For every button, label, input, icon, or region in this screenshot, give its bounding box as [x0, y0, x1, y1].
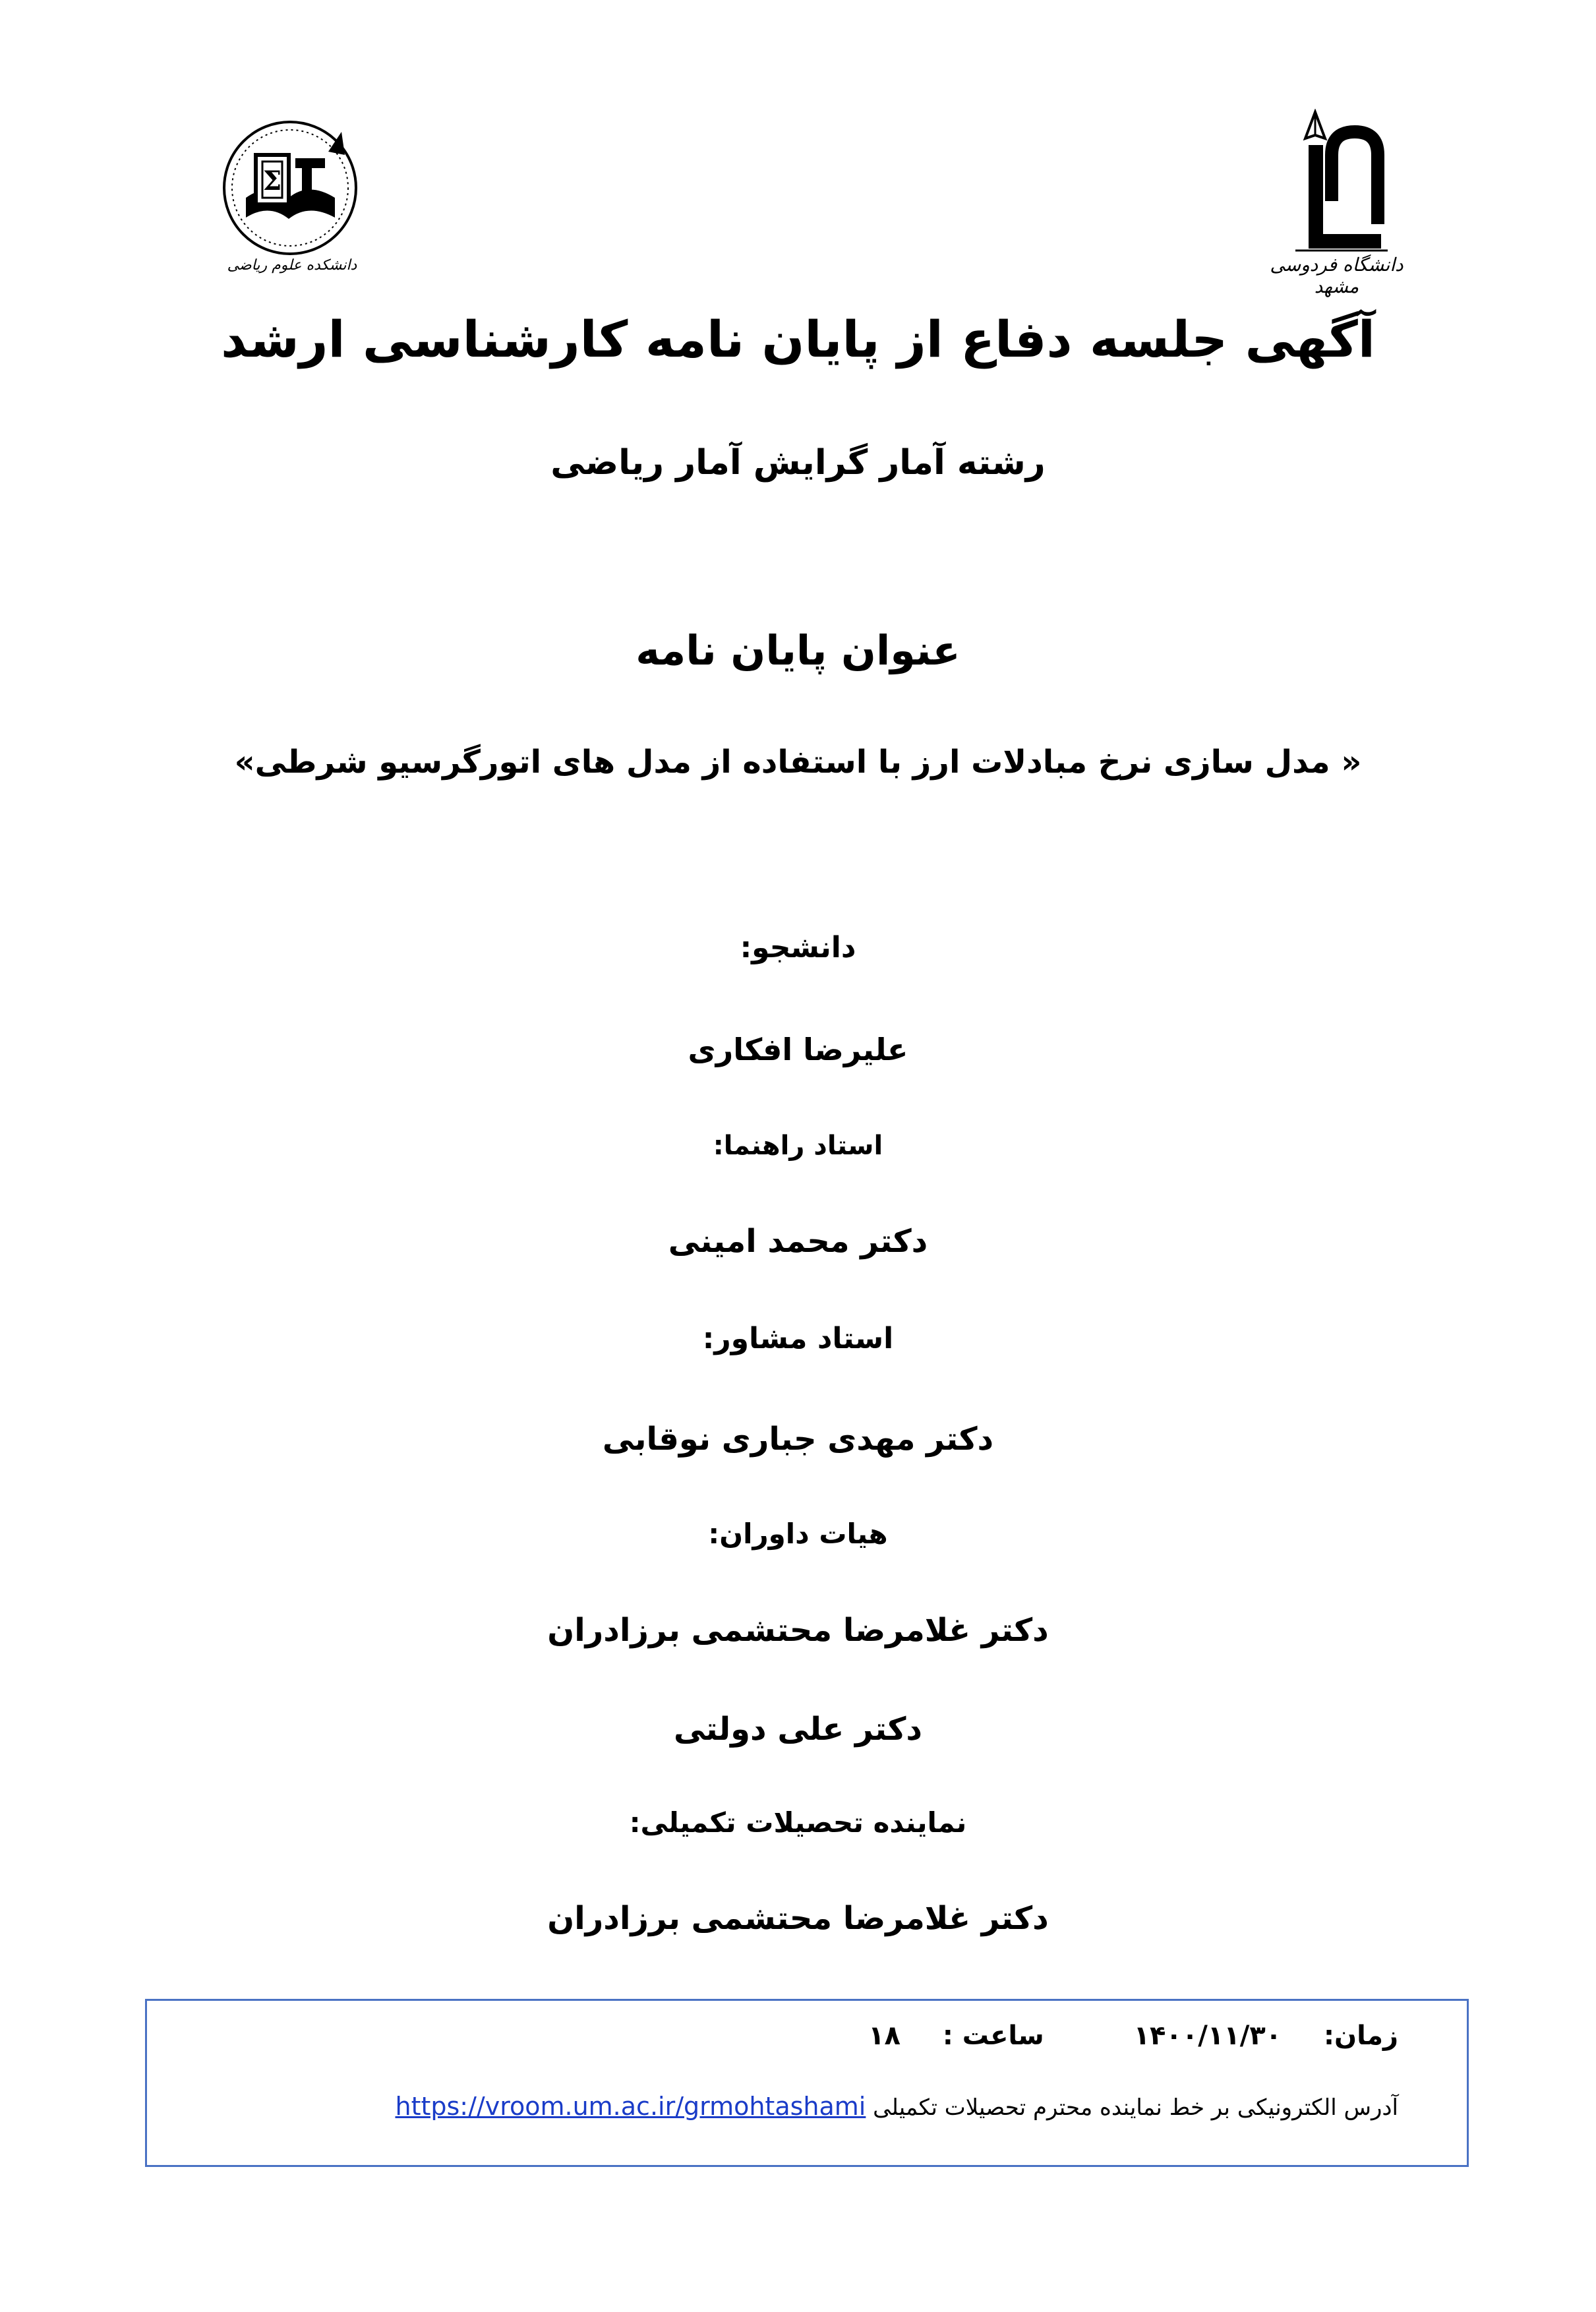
- online-link-row: [396, 2092, 1399, 2121]
- svg-text:Σ: Σ: [262, 165, 282, 196]
- university-logo-caption: دانشگاه فردوسی مشهد: [1270, 254, 1404, 297]
- time-label: ساعت :: [942, 2021, 1044, 2051]
- thesis-title: « مدل سازی نرخ مبادلات ارز با استفاده از مدل های اتورگرسیو شرطی»: [234, 744, 1362, 781]
- date-time-row: [868, 2021, 1398, 2051]
- grad-rep-label: نماینده تحصیلات تکمیلی:: [629, 1806, 967, 1839]
- supervisor-name: دکتر محمد امینی: [668, 1223, 928, 1260]
- link-prefix: آدرس الکترونیکی بر خط نماینده محترم تحصیلات تکمیلی: [873, 2094, 1398, 2121]
- date-label: زمان:: [1324, 2021, 1398, 2051]
- university-logo: [1256, 109, 1417, 297]
- thesis-heading: عنوان پایان نامه: [635, 626, 961, 674]
- supervisor-label: استاد راهنما:: [713, 1131, 883, 1161]
- student-label: دانشجو:: [740, 931, 856, 964]
- jury-member: دکتر علی دولتی: [673, 1711, 922, 1748]
- date-value: ۱۴۰۰/۱۱/۳۰: [1133, 2021, 1282, 2051]
- grad-rep-name: دکتر غلامرضا محتشمی برزادران: [547, 1900, 1049, 1937]
- advisor-label: استاد مشاور:: [702, 1322, 894, 1355]
- jury-member: دکتر غلامرضا محتشمی برزادران: [547, 1612, 1049, 1649]
- student-name: علیرضا افکاری: [688, 1032, 908, 1067]
- jury-label: هیات داوران:: [708, 1518, 888, 1550]
- field-of-study: رشته آمار گرایش آمار ریاضی: [550, 443, 1046, 483]
- faculty-logo-caption: دانشکده علوم ریاضی: [227, 257, 357, 274]
- announcement-title: آگهی جلسه دفاع از پایان نامه کارشناسی ارشد: [221, 310, 1375, 369]
- advisor-name: دکتر مهدی جباری نوقابی: [602, 1421, 994, 1458]
- online-session-link[interactable]: https://vroom.um.ac.ir/grmohtashami: [395, 2092, 866, 2121]
- faculty-logo: [210, 119, 374, 290]
- time-value: ۱۸: [868, 2021, 901, 2051]
- session-info-box: [145, 1999, 1469, 2167]
